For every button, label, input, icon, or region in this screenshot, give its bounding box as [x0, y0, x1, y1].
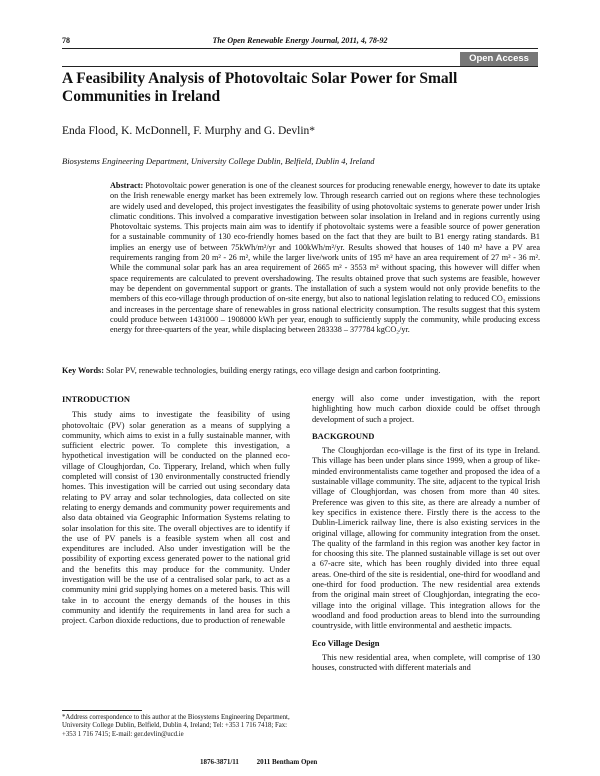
- title-rule: [62, 66, 538, 67]
- header-rule: [62, 48, 538, 49]
- left-column: [62, 394, 290, 627]
- affiliation: Biosystems Engineering Department, University College Dublin, Belfield, Dublin 4, Ireland: [62, 156, 375, 166]
- footnote-rule: [62, 710, 142, 711]
- heading-eco-village-design: Eco Village Design: [312, 637, 380, 648]
- keywords-text: Solar PV, renewable technologies, building energy ratings, eco village design and carbon footprinting.: [105, 366, 441, 375]
- heading-introduction: INTRODUCTION: [62, 394, 131, 404]
- abstract: [110, 181, 540, 335]
- publisher: 2011 Bentham Open: [256, 758, 318, 766]
- abstract-label: Abstract:: [110, 181, 144, 190]
- right-column: [312, 394, 540, 673]
- eco-village-paragraph: This new residential area, when complete, will comprise of 130 houses, constructed with different materials and: [312, 652, 540, 673]
- background-paragraph: The Cloughjordan eco-village is the first of its type in Ireland. This village has been under plans since 1999, when a group of like-minded environmentalists came together and proposed the idea of a sustainable village community. The site, adjacent to the typical Irish village of Cloughjordan, was chosen from more than 40 sites. Preference was given to this site, as there are already a number of key specifics in existence there. Firstly there is the access to the Dublin-Limerick railway line, there is also existing services in the original village, allowing for community integration from the onset. The quality of the farmland in this region was another key factor in for choosing this site. The planned sustainable village is set out over a 67-acre site, which has been roughly divided into three equal areas. One-third of the site is residential, one-third for woodland and one-third for food production. The new residential area extends from the original main street of Cloughjordan, integrating the eco-village into the original village. This integration allows for the woodland and food production areas to blend into the surrounding countryside, with little environmental and aesthetic impacts.: [312, 446, 540, 631]
- page-number: 78: [62, 36, 70, 45]
- keywords-label: Key Words:: [62, 366, 104, 375]
- paper-title: A Feasibility Analysis of Photovoltaic Solar Power for Small Communities in Ireland: [62, 70, 458, 105]
- page-footer: [200, 758, 450, 766]
- journal-citation: The Open Renewable Energy Journal, 2011, 4, 78-92: [212, 36, 388, 45]
- heading-background: BACKGROUND: [312, 430, 375, 441]
- issn: 1876-3871/11: [200, 758, 239, 766]
- open-access-badge: Open Access: [460, 52, 538, 66]
- correspondence-footnote: *Address correspondence to this author at the Biosystems Engineering Department, University College Dublin, Belfield, Dublin 4, Ireland; Tel: +353 1 716 7418; Fax: +353 1 716 7415; E-mail: ger.devlin@ucd.ie: [62, 714, 290, 738]
- keywords: [62, 366, 538, 376]
- intro-paragraph: This study aims to investigate the feasibility of using photovoltaic (PV) solar generation as a means of supplying a community, which aims to exist in a fully sustainable manner, with sufficient electric power. To complete this investigation, a hypothetical investigation will be conducted on the planned eco-village of Cloughjordan, Co. Tipperary, Ireland, which when fully completed will consist of 130 environmentally constructed friendly homes. This investigation will be carried out using secondary data relating to PV array and solar technologies, data collected on site relating to energy demands and community power requirements and also data obtained via Geographic Information Systems relating to solar insolation for this site. The overall objectives are to identify if the use of PV panels is a feasible system when all cost and expenditures are included. Also under investigation will be the possibility of exporting excess generated power to the national grid and the benefits this may produce for the community. Under investigation will be the use of a centralised solar park, to act as a community mini grid supplying homes on a metered basis. This will take in to account the energy demands of the houses in this community and identify the requirements in land area for such a project. Carbon dioxide reductions, due to production of renewable: [62, 410, 290, 626]
- author-list: Enda Flood, K. McDonnell, F. Murphy and G. Devlin*: [62, 125, 316, 137]
- abstract-text: Photovoltaic power generation is one of the cleanest sources for producing renewable energy, however to date its uptake on the Irish renewable energy market has been extremely low. Through research carried out on regions where these technologies are widely used and developed, this project investigates the feasibility of using photovoltaic systems to generate power under Irish climatic conditions. This involved a comparative investigation between solar insolation in Ireland and in regions currently using Photovoltaic systems. This projects main aim was to identify if photovoltaic systems were a feasible source of power generation for a sustainable community of 130 eco-friendly homes based on the fact that they are built to B1 energy rating standards. B1 implies an energy use of between 75kWh/m²/yr and 100kWh/m²/yr. Results showed that houses of 140 m² have a PV area requirements ranging from 20 m² - 26 m², while the larger live/work units of 195 m² have an area requirement of 27 m² - 36 m². While the communal solar park has an area requirement of 2665 m² - 3553 m² without spacing, this however will differ when space requirements are calculated to prevent overshadowing. The results obtained prove that such systems are feasible, however may be dependent on governmental support or grants. The installation of such a system would not only provide benefits to the members of this eco-village through production of on-site energy, but also to national legislation relating to reduced CO₂ emissions and increases in the percentage share of renewables in gross national electricity consumption. The results suggest that this system could produce between 1431000 – 1908000 kWh per year, enough to sufficiently supply the community, while producing excess energy for three-quarters of the year, while displacing between 283338 – 377784 kgCO₂/yr.: [110, 181, 540, 335]
- intro-continuation: energy will also come under investigation, with the report highlighting how much carbon dioxide could be offset through development of such a project.: [312, 394, 540, 424]
